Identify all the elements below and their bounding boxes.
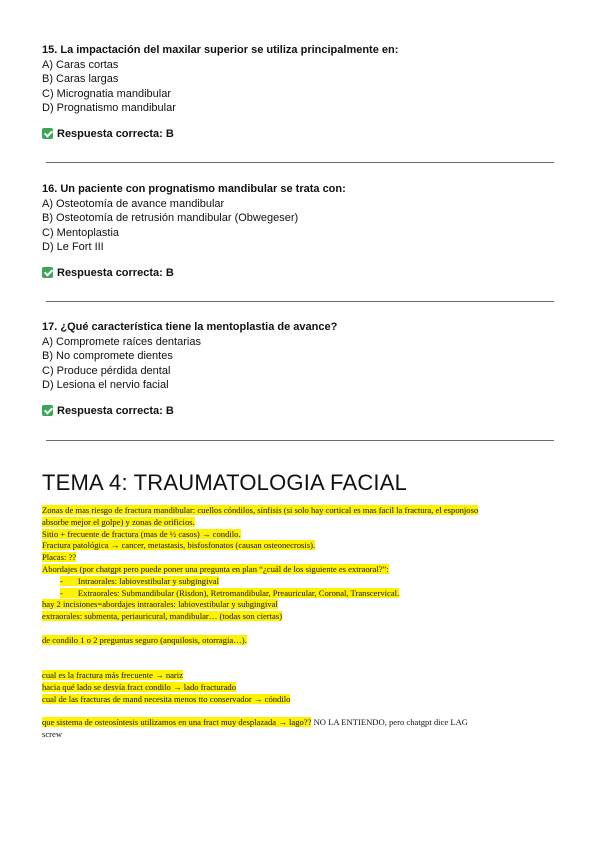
question-title: 15. La impactación del maxilar superior se utiliza principalmente en: <box>42 44 399 56</box>
check-mark-icon <box>42 128 53 139</box>
option-a: A) Caras cortas <box>42 58 119 71</box>
note-line: Fractura patológica → cancer, metastasis, bisfosfonatos (causan osteonecrosis). <box>42 540 316 551</box>
note-comment: NO LA ENTIENDO, pero chatgpt dice LAG <box>311 717 468 728</box>
option-a: A) Osteotomía de avance mandibular <box>42 197 225 210</box>
section-title: TEMA 4: TRAUMATOLOGIA FACIAL <box>42 470 408 495</box>
question-16 <box>42 182 562 280</box>
divider <box>46 440 554 441</box>
note-line: Placas: ?? <box>42 552 77 563</box>
study-notes <box>42 505 562 741</box>
bullet-text: Extraorales: Submandibular (Risdon), Retromandibular, Preauricular, Coronal, Transcervical. <box>77 587 400 598</box>
note-line: Sitio + frecuente de fractura (mas de ½ casos) → condilo. <box>42 528 241 539</box>
check-mark-icon <box>42 405 53 416</box>
question-title: 16. Un paciente con prognatismo mandibular se trata con: <box>42 183 346 195</box>
option-c: C) Mentoplastia <box>42 226 120 239</box>
note-line: que sistema de osteosíntesis utilizamos en una fract muy desplazada → lago?? <box>42 717 312 728</box>
note-line: absorbe mejor el golpe) y zonas de orificios. <box>42 516 195 527</box>
note-line: cual de las fracturas de mand necesita menos tto conservador → cóndilo <box>42 693 291 704</box>
note-line: cual es la fractura más frecuente → nariz <box>42 670 183 681</box>
option-d: D) Le Fort III <box>42 241 104 253</box>
option-c: C) Micrognatia mandibular <box>42 87 171 100</box>
option-d: D) Lesiona el nervio facial <box>42 379 169 391</box>
option-b: B) Osteotomía de retrusión mandibular (Obwegeser) <box>42 212 299 224</box>
note-line: extraorales: submenta, periauricural, mandibular… (todas son ciertas) <box>42 611 283 622</box>
correct-answer <box>42 266 562 281</box>
option-b: B) No compromete dientes <box>42 350 173 362</box>
correct-answer <box>42 127 562 142</box>
divider <box>46 162 554 163</box>
correct-answer-label: Respuesta correcta: B <box>57 266 174 279</box>
note-line: hacia qué lado se desvía fract condilo → lado fracturado <box>42 681 236 692</box>
correct-answer-label: Respuesta correcta: B <box>57 404 174 417</box>
note-line: de condilo 1 o 2 preguntas seguro (anquilosis, otorragia…). <box>42 634 247 645</box>
option-d: D) Prognatismo mandibular <box>42 102 176 114</box>
bullet-line: - Extraorales: Submandibular (Risdon), Retromandibular, Preauricular, Coronal, Transcervical. <box>60 587 400 598</box>
correct-answer-label: Respuesta correcta: B <box>57 127 174 140</box>
question-17 <box>42 320 562 418</box>
option-c: C) Produce pérdida dental <box>42 364 171 377</box>
bullet-line: - Intraorales: labiovestibular y subgingival <box>60 575 219 586</box>
check-mark-icon <box>42 267 53 278</box>
bullet-text: Intraorales: labiovestibular y subgingival <box>77 575 219 586</box>
question-title: 17. ¿Qué característica tiene la mentoplastia de avance? <box>42 321 338 333</box>
divider <box>46 301 554 302</box>
option-b: B) Caras largas <box>42 73 119 85</box>
note-line: screw <box>42 729 63 740</box>
option-a: A) Compromete raíces dentarias <box>42 335 201 348</box>
note-line: Abordajes (por chatgpt pero puede poner una pregunta en plan “¿cuál de los siguiente es extraoral?”: <box>42 563 389 574</box>
correct-answer <box>42 404 562 419</box>
note-line: hay 2 incisiones=abordajes intraorales: labiovestibular y subgingival <box>42 599 278 610</box>
question-15 <box>42 43 562 141</box>
note-line: Zonas de mas riesgo de fractura mandibular: cuellos cóndilos, sínfisis (si solo hay cortical es mas facil la fractura, el esponjoso <box>42 505 479 515</box>
